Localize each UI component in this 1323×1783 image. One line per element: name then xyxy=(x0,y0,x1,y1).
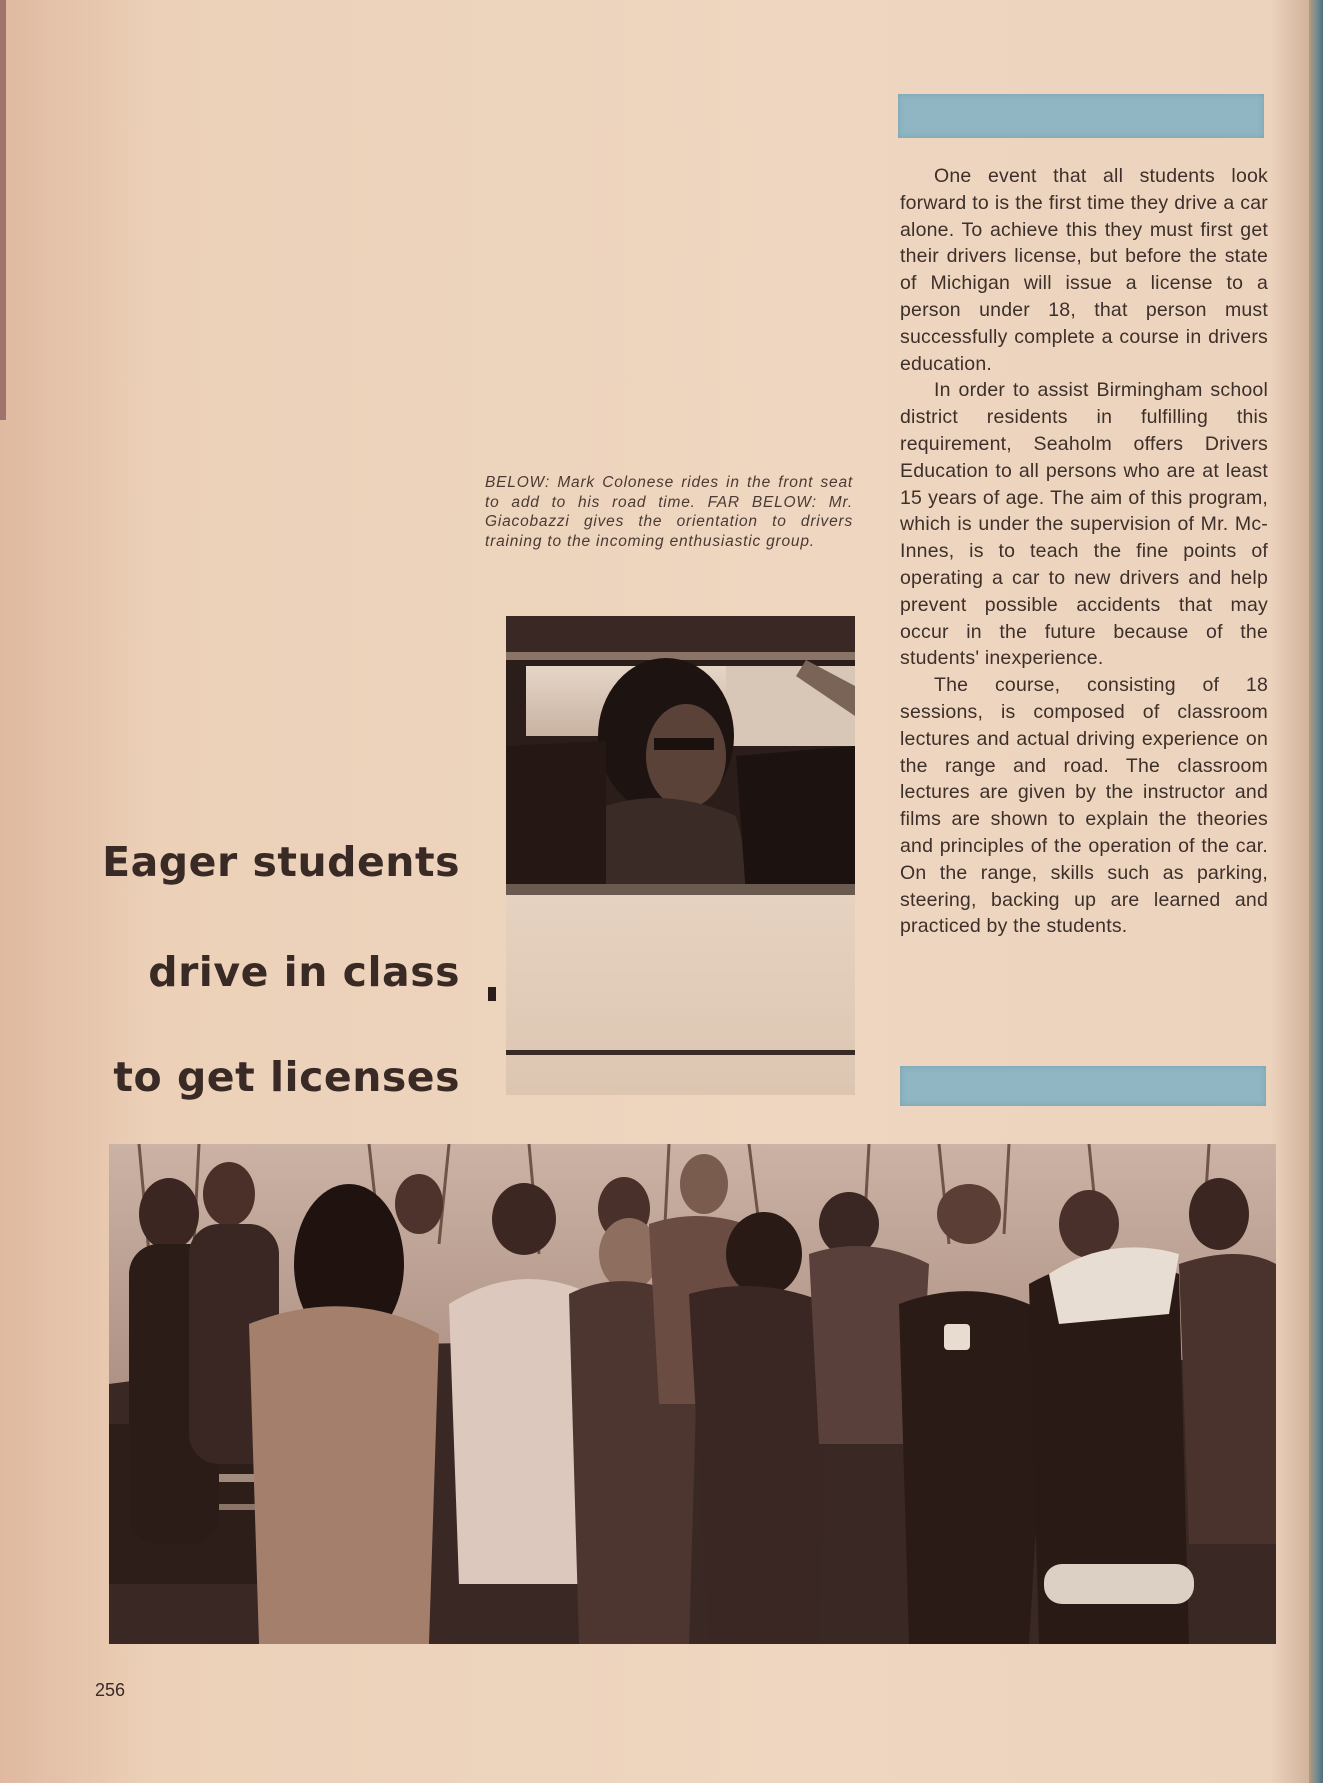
photo-caption: BELOW: Mark Colonese rides in the front seat to add to his road time. FAR BELOW: Mr. Giacobazzi gives the orientation to drivers training to the incoming enthusiastic group. xyxy=(485,474,853,550)
article-body xyxy=(900,163,1268,940)
photo-group-orientation xyxy=(109,1144,1276,1644)
page-edge xyxy=(1309,0,1323,1783)
page-number: 256 xyxy=(95,1680,126,1700)
article-paragraph: In order to assist Birmingham school district residents in fulfilling this requirement, Seaholm offers Drivers Education to all persons who are at least 15 years of age. The aim of this program, which is under the supervision of Mr. Mc-Innes, is to teach the fine points of operating a car to new drivers and help prevent possible accidents that may occur in the future because of the students' inexperience. xyxy=(900,379,1268,670)
accent-bar-top xyxy=(898,94,1264,138)
car-door-trim xyxy=(506,1050,855,1055)
photo-student-in-car xyxy=(506,616,855,895)
headline-line-1: Eager students xyxy=(102,838,460,886)
headline-line-3: to get licenses xyxy=(113,1053,460,1101)
accent-bar-bottom xyxy=(900,1066,1266,1106)
article-paragraph: One event that all students look forward to is the first time they drive a car alone. To achieve this they must first get their drivers license, but before the state of Michigan will issue a license to a person under 18, that person must successfully complete a course in drivers education. xyxy=(900,165,1268,375)
headline-line-2: drive in class xyxy=(148,948,460,996)
binding-edge xyxy=(0,0,6,420)
article-paragraph: The course, consisting of 18 sessions, is composed of classroom lectures and actual driving experience on the range and road. The classroom lectures are given by the instructor and films are shown to explain the theories and principles of the operation of the car. On the range, skills such as parking, steering, backing up are learned and practiced by the students. xyxy=(900,674,1268,938)
photo-mark xyxy=(488,987,496,1001)
photo-car-door xyxy=(506,895,855,1095)
